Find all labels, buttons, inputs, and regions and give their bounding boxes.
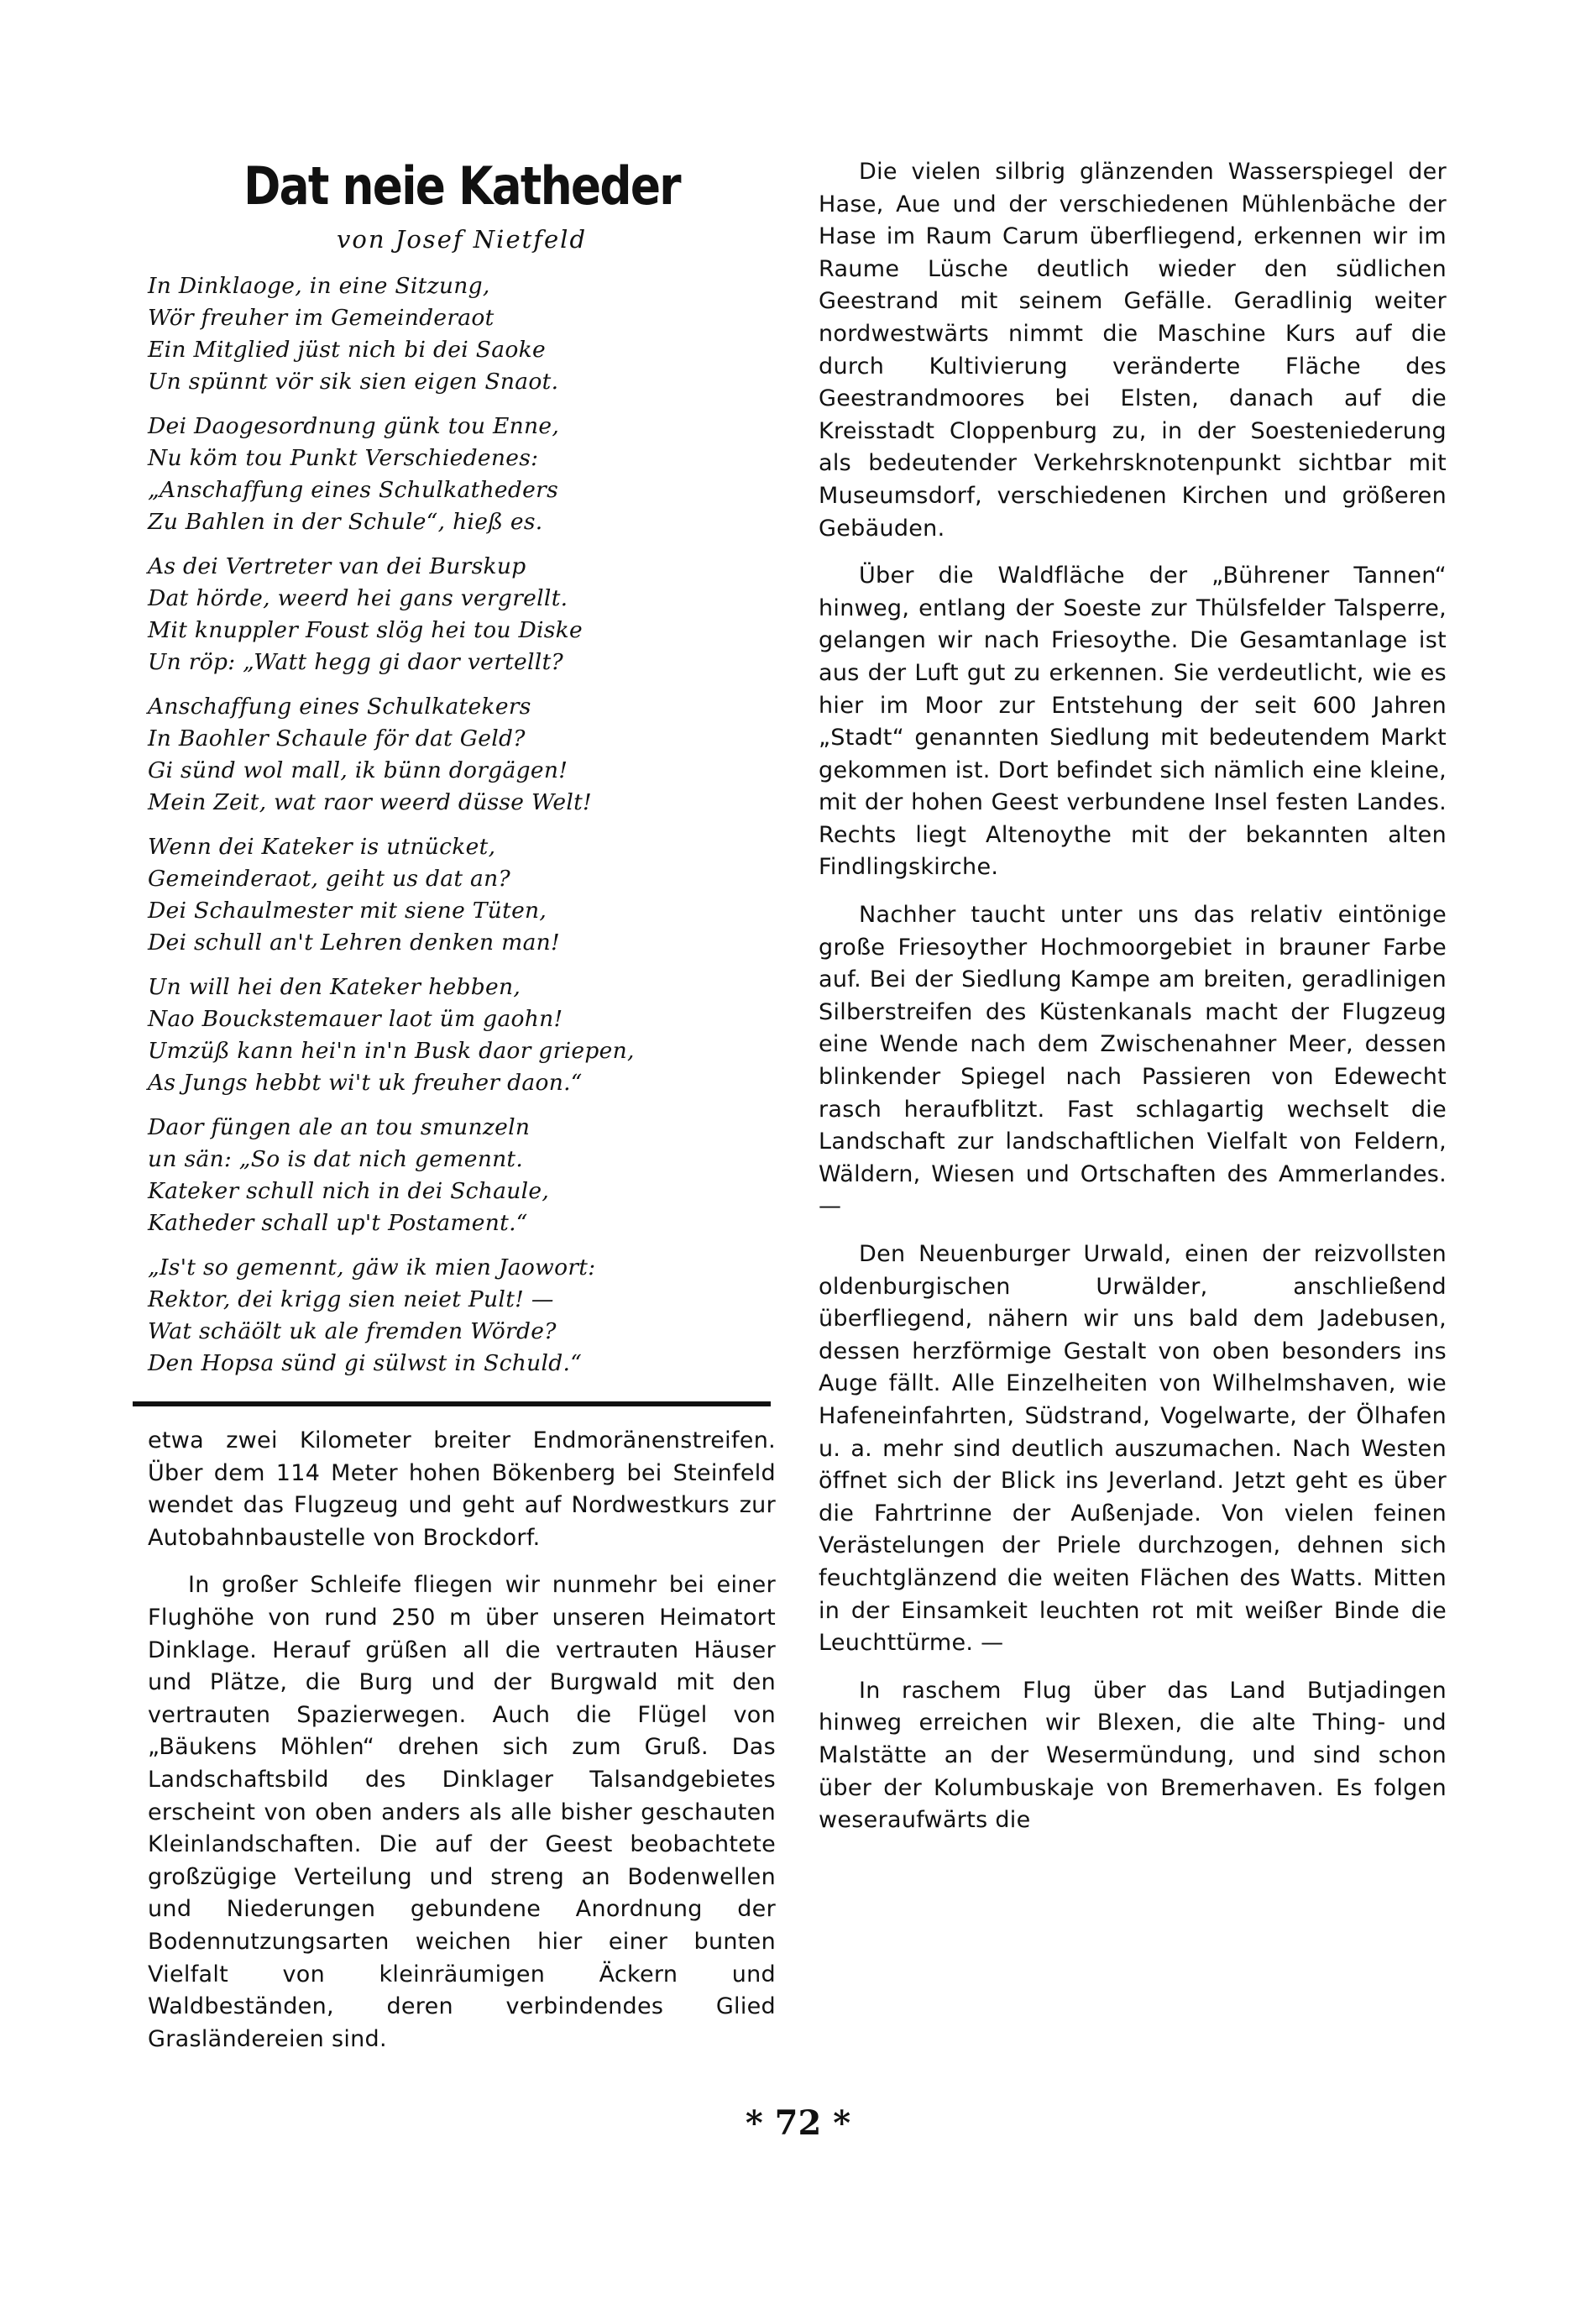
left-prose: [148, 1425, 776, 2056]
poem-line: Nu köm tou Punkt Verschiedenes:: [148, 445, 539, 471]
poem-stanza: [148, 411, 776, 538]
poem-line: Dat hörde, weerd hei gans vergrellt.: [148, 585, 568, 611]
poem-line: Kateker schull nich in dei Schaule,: [148, 1178, 550, 1204]
poem-line: Dei schull an't Lehren denken man!: [148, 930, 560, 956]
poem-line: Dei Schaulmester mit siene Tüten,: [148, 898, 547, 924]
paragraph: Die vielen silbrig glänzenden Wasserspiegel der Hase, Aue und der verschiedenen Mühlenbäche der Hase im Raum Carum überfliegend, erkennen wir im Raume Lüsche deutlich wieder den südlichen Geestrand mit seinem Gefälle. Geradlinig weiter nordwestwärts nimmt die Maschine Kurs auf die durch Kultivierung veränderte Fläche des Geestrandmoores bei Elsten, danach auf die Kreisstadt Cloppenburg zu, in der Soesteniederung als bedeutender Verkehrsknotenpunkt sichtbar mit Museumsdorf, verschiedenen Kirchen und größeren Gebäuden.: [819, 159, 1447, 542]
poem-line: As dei Vertreter van dei Burskup: [148, 553, 526, 579]
poem-line: Un will hei den Kateker hebben,: [148, 974, 521, 1000]
paragraph: etwa zwei Kilometer breiter Endmoränenstreifen. Über dem 114 Meter hohen Bökenberg bei Steinfeld wendet das Flugzeug und geht auf Nordwestkurs zur Autobahnbaustelle von Brockdorf.: [148, 1427, 776, 1551]
poem-line: Katheder schall up't Postament.“: [148, 1210, 528, 1236]
poem-line: Mein Zeit, wat raor weerd düsse Welt!: [148, 789, 592, 815]
poem-line: As Jungs hebbt wi't uk freuher daon.“: [148, 1070, 583, 1096]
poem-line: Anschaffung eines Schulkatekers: [148, 694, 531, 720]
poem-stanza: [148, 551, 776, 678]
poem-line: Nao Bouckstemauer laot üm gaohn!: [148, 1006, 563, 1032]
paragraph: In raschem Flug über das Land Butjadingen hinweg erreichen wir Blexen, die alte Thing- und Malstätte an der Wesermündung, und sind schon über der Kolumbuskaje von Bremerhaven. Es folgen weseraufwärts die: [819, 1677, 1447, 1834]
poem-line: un sän: „So is dat nich gemennt.: [148, 1146, 524, 1172]
poem-stanza: [148, 831, 776, 959]
poem-line: Un röp: „Watt hegg gi daor vertellt?: [148, 649, 564, 675]
poem-line: Umzüß kann hei'n in'n Busk daor griepen,: [148, 1038, 635, 1064]
poem-line: Dei Daogesordnung günk tou Enne,: [148, 413, 560, 439]
paragraph: In großer Schleife fliegen wir nunmehr bei einer Flughöhe von rund 250 m über unseren Heimatort Dinklage. Herauf grüßen all die vertrauten Häuser und Plätze, die Burg und der Burgwald mit den vertrauten Spazierwegen. Auch die Flügel von „Bäukens Möhlen“ drehen sich zum Gruß. Das Landschaftsbild des Dinklager Talsandgebietes erscheint von oben anders als alle bisher geschauten Kleinlandschaften. Die auf der Geest beobachtete großzügige Verteilung und streng an Bodenwellen und Niederungen gebundene Anordnung der Bodennutzungsarten weichen hier einer bunten Vielfalt von kleinräumigen Äckern und Waldbeständen, deren verbindendes Glied Grasländereien sind.: [148, 1572, 776, 2052]
poem-body: [148, 270, 776, 1380]
poem-line: Wenn dei Kateker is utnücket,: [148, 834, 496, 860]
poem-line: In Dinklaoge, in eine Sitzung,: [148, 273, 490, 299]
poem-line: Wat schäölt uk ale fremden Wörde?: [148, 1318, 557, 1344]
poem-author: von Josef Nietfeld: [336, 225, 588, 254]
poem-stanza: [148, 1252, 776, 1380]
poem-line: Wör freuher im Gemeinderaot: [148, 305, 494, 331]
poem-line: Rektor, dei krigg sien neiet Pult! —: [148, 1286, 554, 1312]
poem-line: Mit knuppler Foust slög hei tou Diske: [148, 617, 583, 643]
poem-stanza: [148, 691, 776, 819]
poem-title: Dat neie Katheder: [243, 155, 680, 217]
poem-line: Zu Bahlen in der Schule“, hieß es.: [148, 509, 543, 535]
paragraph: Nachher taucht unter uns das relativ eintönige große Friesoyther Hochmoorgebiet in brauner Farbe auf. Bei der Siedlung Kampe am breiten, geradlinigen Silberstreifen des Küstenkanals macht der Flugzeug eine Wende nach dem Zwischenahner Meer, dessen blinkender Spiegel nach Passieren von Edewecht rasch heraufblitzt. Fast schlagartig wechselt die Landschaft zur landschaftlichen Vielfalt von Feldern, Wäldern, Wiesen und Ortschaften des Ammerlandes. —: [819, 902, 1447, 1220]
poem-line: „Anschaffung eines Schulkatheders: [148, 477, 558, 503]
poem-line: Gemeinderaot, geiht us dat an?: [148, 866, 511, 892]
paragraph: Den Neuenburger Urwald, einen der reizvollsten oldenburgischen Urwälder, anschließend überfliegend, nähern wir uns bald dem Jadebusen, dessen herzförmige Gestalt von oben besonders ins Auge fällt. Alle Einzelheiten von Wilhelmshaven, wie Hafeneinfahrten, Südstrand, Vogelwarte, der Ölhafen u. a. mehr sind deutlich auszumachen. Nach Westen öffnet sich der Blick ins Jeverland. Jetzt geht es über die Fahrtrinne der Außenjade. Von vielen feinen Verästelungen der Priele durchzogen, dehnen sich feuchtglänzend die weiten Flächen des Watts. Mitten in der Einsamkeit leuchten rot mit weißer Binde die Leuchttürme. —: [819, 1241, 1447, 1657]
poem-stanza: [148, 971, 776, 1099]
paragraph: Über die Waldfläche der „Bührener Tannen“ hinweg, entlang der Soeste zur Thülsfelder Talsperre, gelangen wir nach Friesoythe. Die Gesamtanlage ist aus der Luft gut zu erkennen. Sie verdeutlicht, wie es hier im Moor zur Entstehung der seit 600 Jahren „Stadt“ genannten Siedlung mit bedeutendem Markt gekommen ist. Dort befindet sich nämlich eine kleine, mit der hohen Geest verbundene Insel festen Landes. Rechts liegt Altenoythe mit der bekannten alten Findlingskirche.: [819, 563, 1447, 881]
poem-line: Daor füngen ale an tou smunzeln: [148, 1114, 531, 1140]
left-column: [148, 156, 776, 2071]
poem-line: Ein Mitglied jüst nich bi dei Saoke: [148, 337, 546, 363]
poem-line: Un spünnt vör sik sien eigen Snaot.: [148, 369, 559, 395]
poem-line: In Baohler Schaule för dat Geld?: [148, 725, 526, 752]
section-divider: [133, 1401, 771, 1406]
right-column: [819, 156, 1447, 1852]
poem-line: Den Hopsa sünd gi sülwst in Schuld.“: [148, 1350, 583, 1376]
poem-line: „Is't so gemennt, gäw ik mien Jaowort:: [148, 1254, 596, 1280]
poem-stanza: [148, 270, 776, 398]
poem-stanza: [148, 1112, 776, 1239]
page-number: * 72 *: [745, 2103, 851, 2143]
poem-line: Gi sünd wol mall, ik bünn dorgägen!: [148, 757, 568, 783]
